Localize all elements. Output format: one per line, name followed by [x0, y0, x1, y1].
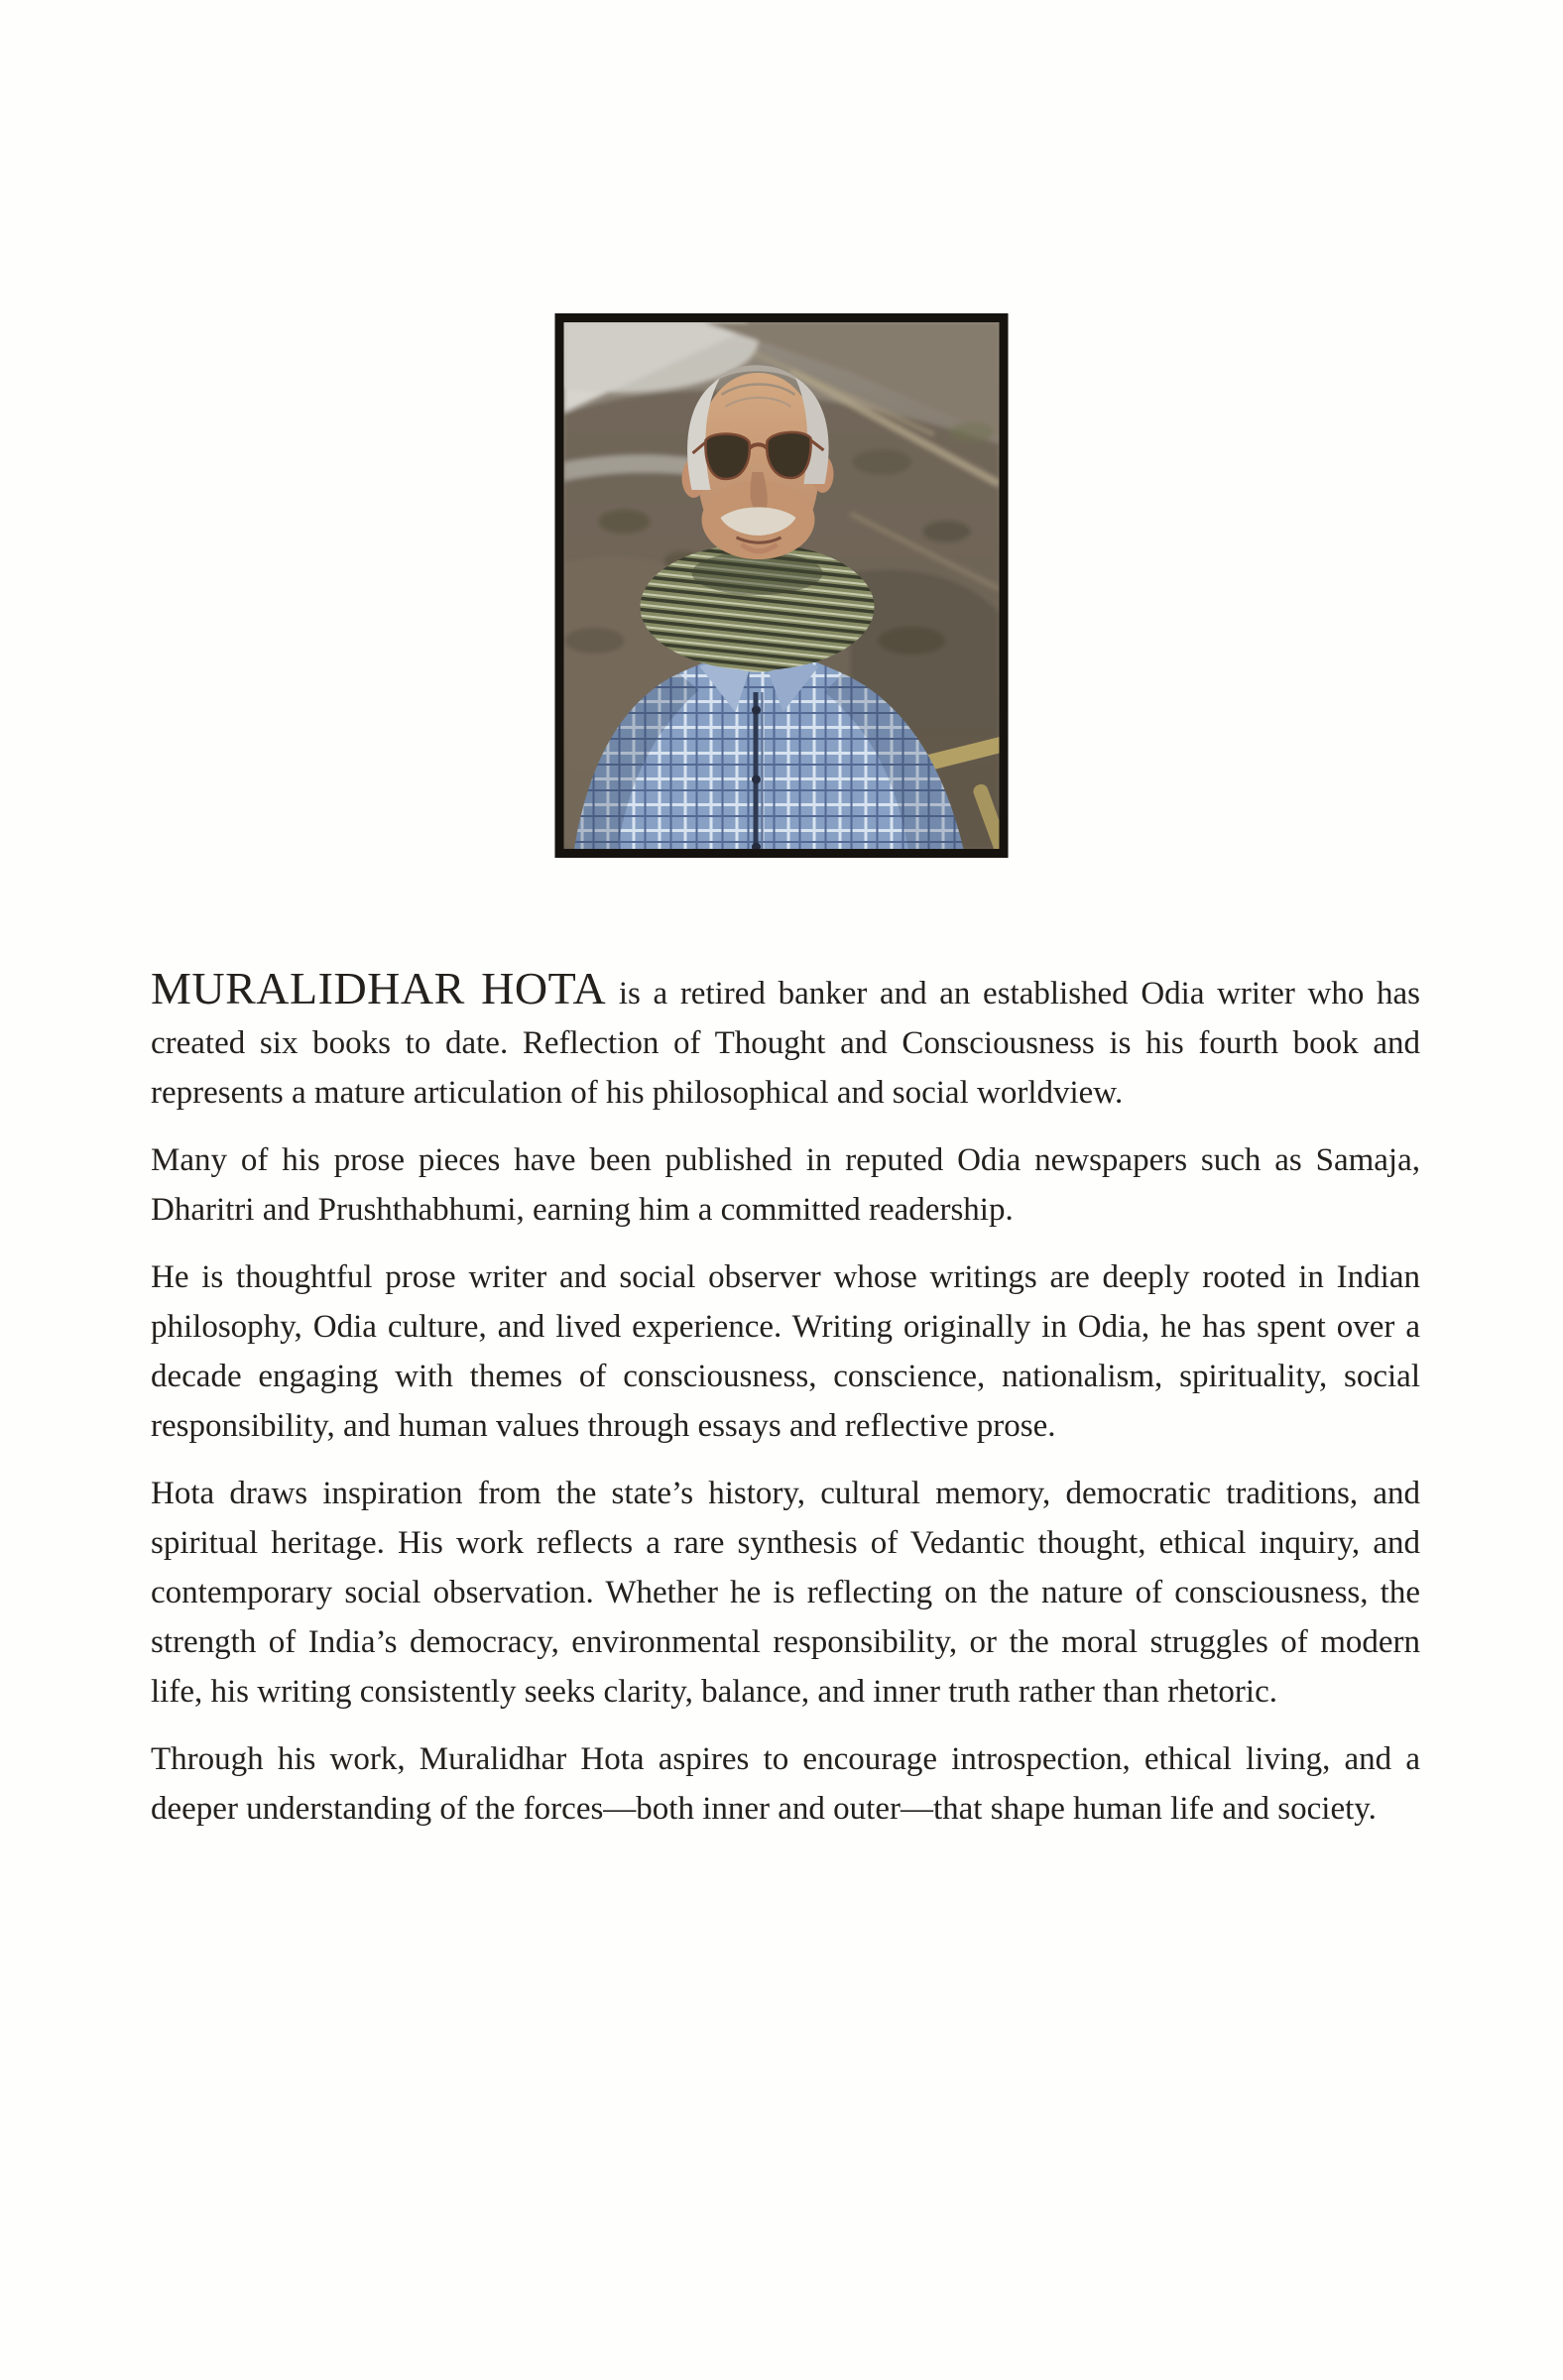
- shirt-button: [752, 775, 761, 784]
- author-photo: [555, 313, 1009, 858]
- shirt-button: [752, 706, 761, 715]
- bio-paragraph-lead: [151, 964, 1420, 1118]
- bio-lead-text: is a retired banker and an established Odia writer who has created six books to date. Reflection of Thought and Consciousness is his fourth book and represents a mature articulation of his philosophical and social worldview.: [151, 976, 1420, 1111]
- shirt-placket: [754, 692, 759, 858]
- bio-paragraph: He is thoughtful prose writer and social observer whose writings are deeply rooted in Indian philosophy, Odia culture, and lived experience. Writing originally in Odia, he has spent over a decade engaging with themes of consciousness, conscience, nationalism, spirituality, social responsibility, and human values through essays and reflective prose.: [151, 1259, 1420, 1444]
- author-photo-frame: [555, 313, 1009, 858]
- author-name: MURALIDHAR HOTA: [151, 963, 607, 1013]
- author-bio: [151, 964, 1420, 1851]
- bio-paragraph: Many of his prose pieces have been published in reputed Odia newspapers such as Samaja, Dharitri and Prushthabhumi, earning him a committed readership.: [151, 1142, 1420, 1228]
- bio-paragraph: Hota draws inspiration from the state’s history, cultural memory, democratic traditions, and spiritual heritage. His work reflects a rare synthesis of Vedantic thought, ethical inquiry, and contemporary social observation. Whether he is reflecting on the nature of consciousness, the strength of India’s democracy, environmental responsibility, or the moral struggles of modern life, his writing consistently seeks clarity, balance, and inner truth rather than rhetoric.: [151, 1476, 1420, 1710]
- bio-paragraph: Through his work, Muralidhar Hota aspires to encourage introspection, ethical living, and a deeper understanding of the forces—both inner and outer—that shape human life and society.: [151, 1741, 1420, 1827]
